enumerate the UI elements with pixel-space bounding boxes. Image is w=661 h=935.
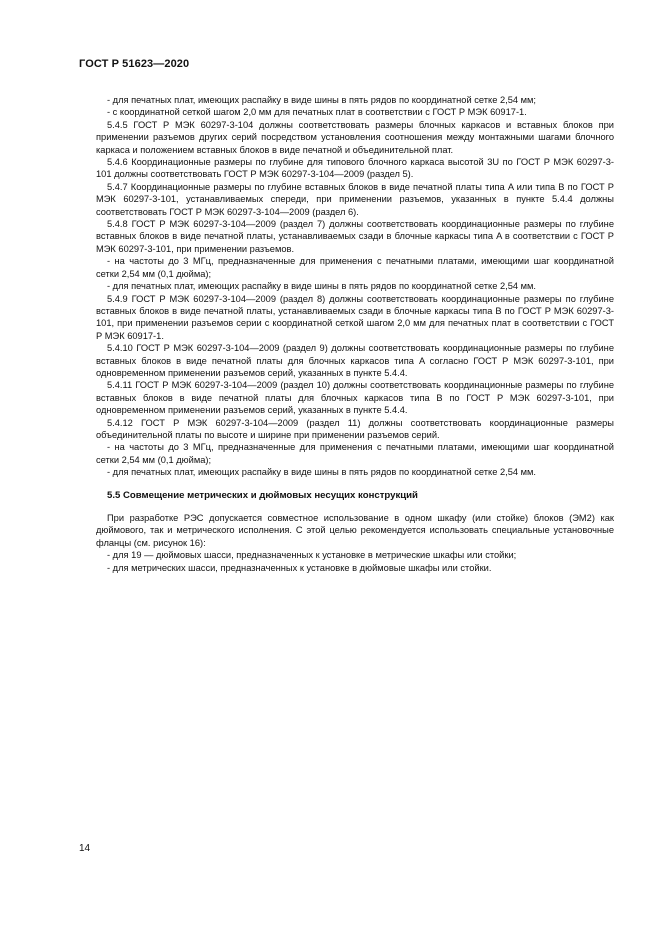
paragraph-5-4-11: 5.4.11 ГОСТ Р МЭК 60297-3-104—2009 (раздел 10) должны соответствовать координационные размеры по глубине вставных блоков в виде печатной платы для блочных каркасов типа B по ГОСТ Р МЭК 60297-3-101, при одновременном применении разъемов серий, указанных в пункте 5.4.4. <box>96 380 614 416</box>
paragraph-5-4-5: 5.4.5 ГОСТ Р МЭК 60297-3-104 должны соответствовать размеры блочных каркасов и вставных блоков при применении разъемов других серий посредством установления соотношения между монтажными шагами блочного каркаса и положением вставных блоков в виде печатной и объединительной плат. <box>96 119 614 155</box>
paragraph-list-item: - для печатных плат, имеющих распайку в виде шины в пять рядов по координатной сетке 2,54 мм; <box>107 95 536 105</box>
paragraph-5-4-8: 5.4.8 ГОСТ Р МЭК 60297-3-104—2009 (раздел 7) должны соответствовать координационные размеры по глубине вставных блоков в виде печатной платы, устанавливаемых сзади в блочные каркасы типа A в соответствии с ГОСТ Р МЭК 60297-3-101, при применении разъемов. <box>96 219 614 254</box>
paragraph-list-item: - на частоты до 3 МГц, предназначенные для применения с печатными платами, имеющими шаг координатной сетки 2,54 мм (0,1 дюйма); <box>96 442 614 465</box>
document-body <box>96 94 614 574</box>
section-list-item: - для метрических шасси, предназначенных к установке в дюймовые шкафы или стойки. <box>107 562 492 573</box>
paragraph-list-item: - для печатных плат, имеющих распайку в виде шины в пять рядов по координатной сетке 2,54 мм. <box>107 467 536 478</box>
paragraph-5-4-10: 5.4.10 ГОСТ Р МЭК 60297-3-104—2009 (раздел 9) должны соответствовать координационные размеры по глубине вставных блоков в виде печатной платы для блочных каркасов типа A согласно ГОСТ Р МЭК 60297-3-101, при одновременном применении разъемов серий, указанных в пункте 5.4.4. <box>96 343 614 378</box>
section-title-5-5: 5.5 Совмещение метрических и дюймовых несущих конструкций <box>107 489 418 501</box>
paragraph-list-item: - с координатной сеткой шагом 2,0 мм для печатных плат в соответствии с ГОСТ Р МЭК 60917-1. <box>107 107 527 118</box>
paragraph-list-item: - для печатных плат, имеющих распайку в виде шины в пять рядов по координатной сетке 2,54 мм. <box>107 281 536 292</box>
section-paragraph: При разработке РЭС допускается совместное использование в одном шкафу (или стойке) блоков (ЭМ2) как дюймового, так и метрического исполнения. С этой целью рекомендуется использовать специальные установочные фланцы (см. рисунок 16): <box>96 513 614 548</box>
paragraph-5-4-7: 5.4.7 Координационные размеры по глубине вставных блоков в виде печатной платы типа A или типа B по ГОСТ Р МЭК 60297-3-101, устанавливаемых спереди, при применении разъемов, указанных в пункте 5.4.4 должны соответствовать ГОСТ Р МЭК 60297-3-104—2009 (раздел 6). <box>96 181 614 217</box>
document-header: ГОСТ Р 51623—2020 <box>79 58 190 70</box>
page-number: 14 <box>79 843 91 854</box>
paragraph-5-4-12: 5.4.12 ГОСТ Р МЭК 60297-3-104—2009 (раздел 11) должны соответствовать координационные размеры объединительной платы по высоте и ширине при применении разъемов серий. <box>96 417 614 440</box>
paragraph-5-4-6: 5.4.6 Координационные размеры по глубине для типового блочного каркаса высотой 3U по ГОСТ Р МЭК 60297-3-101 должны соответствовать ГОСТ Р МЭК 60297-3-104—2009 (раздел 5). <box>96 157 614 180</box>
paragraph-list-item: - на частоты до 3 МГц, предназначенные для применения с печатными платами, имеющими шаг координатной сетки 2,54 мм (0,1 дюйма); <box>96 256 614 279</box>
paragraph-5-4-9: 5.4.9 ГОСТ Р МЭК 60297-3-104—2009 (раздел 8) должны соответствовать координационные размеры по глубине вставных блоков в виде печатной платы, устанавливаемых сзади в блочные каркасы типа B по ГОСТ Р МЭК 60297-3-101, при применении разъемов серии с координатной сеткой шагом 2,0 мм для печатных плат в соответствии с ГОСТ Р МЭК 60917-1. <box>96 293 614 341</box>
section-list-item: - для 19 — дюймовых шасси, предназначенных к установке в метрические шкафы или стойки; <box>107 550 517 561</box>
